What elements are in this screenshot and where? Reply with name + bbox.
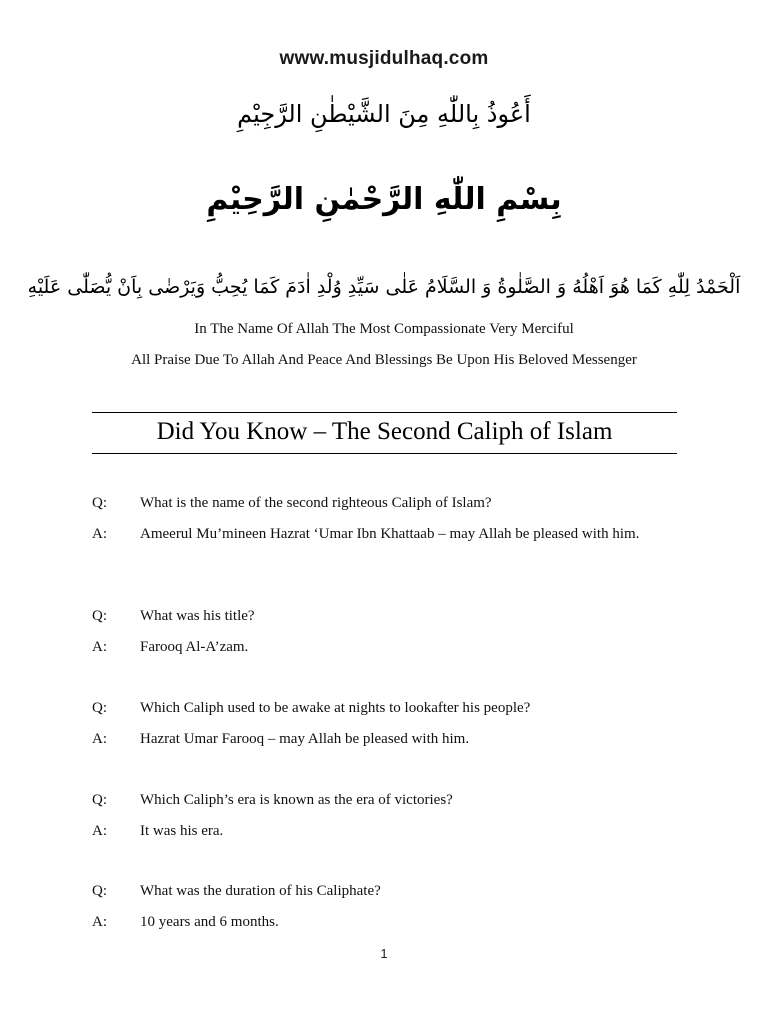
document-title: Did You Know – The Second Caliph of Islam <box>156 418 613 445</box>
arabic-bismillah: بِسْمِ اللّٰهِ الرَّحْمٰنِ الرَّحِيْمِ <box>206 182 562 217</box>
answer-text: Hazrat Umar Farooq – may Allah be pleased with him. <box>140 731 470 747</box>
question-text: What was the duration of his Caliphate? <box>140 883 381 899</box>
answer-prefix: A: <box>92 639 107 655</box>
answer-prefix: A: <box>92 731 107 747</box>
answer-text: 10 years and 6 months. <box>140 914 279 930</box>
answer-prefix: A: <box>92 823 107 839</box>
question-prefix: Q: <box>92 495 107 511</box>
title-rule-bottom <box>92 453 677 454</box>
answer-text: Ameerul Mu’mineen Hazrat ‘Umar Ibn Khattaab – may Allah be pleased with him. <box>140 526 640 542</box>
question-text: What was his title? <box>140 608 255 624</box>
arabic-taawwudh: أَعُوذُ بِاللّٰهِ مِنَ الشَّيْطٰنِ الرَّجِيْمِ <box>237 100 531 128</box>
question-prefix: Q: <box>92 883 107 899</box>
question-text: What is the name of the second righteous Caliph of Islam? <box>140 495 492 511</box>
answer-prefix: A: <box>92 914 107 930</box>
page-number: 1 <box>380 946 388 961</box>
translation-line-1: In The Name Of Allah The Most Compassionate Very Merciful <box>194 321 574 337</box>
translation-line-2: All Praise Due To Allah And Peace And Blessings Be Upon His Beloved Messenger <box>131 352 637 368</box>
title-rule-top <box>92 412 677 413</box>
question-prefix: Q: <box>92 608 107 624</box>
answer-prefix: A: <box>92 526 107 542</box>
site-url: www.musjidulhaq.com <box>279 48 489 69</box>
answer-text: Farooq Al-A’zam. <box>140 639 249 655</box>
question-prefix: Q: <box>92 792 107 808</box>
question-text: Which Caliph used to be awake at nights to lookafter his people? <box>140 700 531 716</box>
answer-text: It was his era. <box>140 823 224 839</box>
arabic-hamd: اَلْحَمْدُ لِلّٰهِ كَمَا هُوَ اَهْلُهُ وَ الصَّلٰوةُ وَ السَّلَامُ عَلٰى سَيِّدِ وُلْدِ اٰدَمَ كَمَا يُحِبُّ وَيَرْضٰى بِاَنْ يُّصَلّٰى عَلَيْهِ <box>27 276 741 298</box>
question-text: Which Caliph’s era is known as the era of victories? <box>140 792 453 808</box>
question-prefix: Q: <box>92 700 107 716</box>
